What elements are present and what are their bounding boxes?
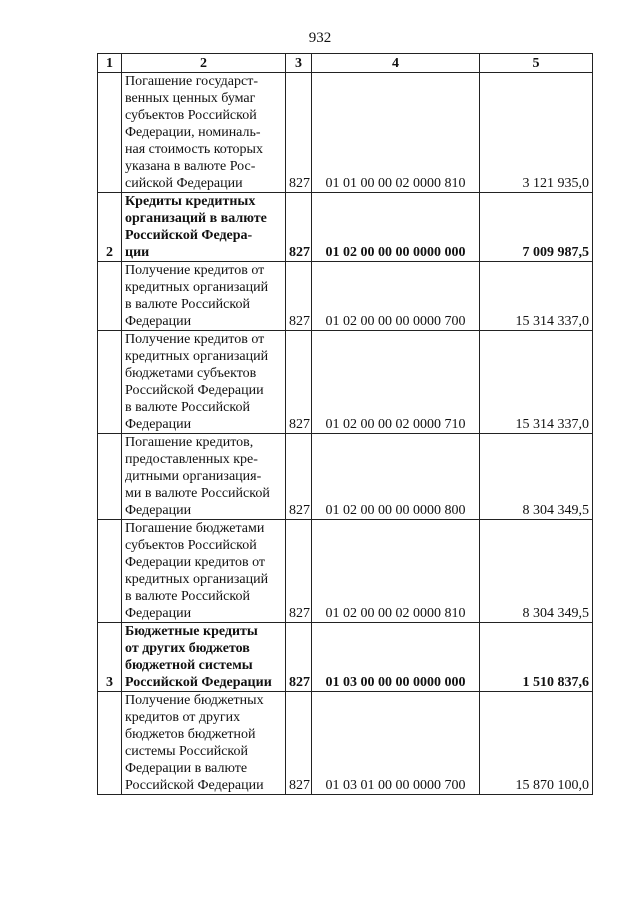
row-number-cell [98, 262, 122, 331]
item-name-line: Погашение государст- [125, 74, 258, 89]
amount-cell: 3 121 935,0 [480, 73, 593, 193]
item-name-line: венных ценных бумаг [125, 91, 256, 106]
admin-code-cell: 827 [286, 520, 312, 623]
table-row [98, 434, 593, 520]
budget-classification-code-cell: 01 03 00 00 00 0000 000 [312, 623, 480, 692]
item-name-line: предоставленных кре- [125, 452, 258, 467]
item-name-line: субъектов Российской [125, 108, 257, 123]
budget-classification-code-cell: 01 03 01 00 00 0000 700 [312, 692, 480, 795]
item-name-line: кредитных организаций [125, 349, 269, 364]
table-row [98, 520, 593, 623]
item-name-line: ми в валюте Российской [125, 486, 270, 501]
item-name-line: бюджетной системы [125, 658, 253, 673]
row-number-cell [98, 73, 122, 193]
item-name-line: бюджетов бюджетной [125, 727, 256, 742]
item-name-line: Федерации [125, 606, 192, 621]
amount-cell: 1 510 837,6 [480, 623, 593, 692]
budget-classification-code-cell: 01 02 00 00 00 0000 800 [312, 434, 480, 520]
table-row [98, 193, 593, 262]
item-name-line: Получение кредитов от [125, 332, 265, 347]
admin-code-cell: 827 [286, 331, 312, 434]
amount-cell: 15 314 337,0 [480, 262, 593, 331]
item-name-cell [122, 623, 286, 692]
amount-cell: 8 304 349,5 [480, 434, 593, 520]
item-name-line: сийской Федерации [125, 176, 243, 191]
item-name-line: в валюте Российской [125, 589, 250, 604]
item-name-line: Бюджетные кредиты [125, 624, 258, 639]
table-row [98, 262, 593, 331]
item-name-line: Российской Федерации [125, 675, 272, 690]
admin-code-cell: 827 [286, 193, 312, 262]
item-name-line: Погашение кредитов, [125, 435, 254, 450]
budget-classification-code-cell: 01 01 00 00 02 0000 810 [312, 73, 480, 193]
item-name-line: в валюте Российской [125, 400, 250, 415]
row-number-cell [98, 692, 122, 795]
row-number-cell [98, 434, 122, 520]
column-header: 1 [98, 54, 122, 73]
item-name-line: указана в валюте Рос- [125, 159, 256, 174]
item-name-line: Погашение бюджетами [125, 521, 265, 536]
page-number: 932 [308, 30, 332, 46]
column-header: 2 [122, 54, 286, 73]
item-name-line: Российской Федерации [125, 383, 264, 398]
item-name-line: ции [125, 245, 150, 260]
table-row [98, 623, 593, 692]
budget-classification-code-cell: 01 02 00 00 02 0000 710 [312, 331, 480, 434]
item-name-line: дитными организация- [125, 469, 262, 484]
column-header: 3 [286, 54, 312, 73]
item-name-line: бюджетами субъектов [125, 366, 257, 381]
budget-classification-code-cell: 01 02 00 00 00 0000 700 [312, 262, 480, 331]
admin-code-cell: 827 [286, 73, 312, 193]
column-header: 5 [480, 54, 593, 73]
budget-classification-code-cell: 01 02 00 00 02 0000 810 [312, 520, 480, 623]
item-name-cell [122, 434, 286, 520]
item-name-line: ная стоимость которых [125, 142, 263, 157]
column-header: 4 [312, 54, 480, 73]
sources-table [97, 53, 593, 795]
item-name-cell [122, 193, 286, 262]
table-row [98, 331, 593, 434]
item-name-line: Получение бюджетных [125, 693, 264, 708]
item-name-line: Кредиты кредитных [125, 194, 256, 209]
admin-code-cell: 827 [286, 434, 312, 520]
item-name-line: Получение кредитов от [125, 263, 265, 278]
admin-code-cell: 827 [286, 262, 312, 331]
item-name-cell [122, 692, 286, 795]
item-name-cell [122, 262, 286, 331]
table-row [98, 692, 593, 795]
table-header-row [98, 54, 593, 73]
row-number-cell: 2 [98, 193, 122, 262]
item-name-line: Федерации [125, 503, 192, 518]
item-name-line: в валюте Российской [125, 297, 250, 312]
amount-cell: 8 304 349,5 [480, 520, 593, 623]
item-name-line: от других бюджетов [125, 641, 250, 656]
item-name-line: Российской Федерации [125, 778, 264, 793]
item-name-line: Федерации [125, 417, 192, 432]
admin-code-cell: 827 [286, 692, 312, 795]
row-number-cell [98, 520, 122, 623]
item-name-line: организаций в валюте [125, 211, 267, 226]
amount-cell: 7 009 987,5 [480, 193, 593, 262]
table-row [98, 73, 593, 193]
item-name-line: Российской Федера- [125, 228, 253, 243]
amount-cell: 15 870 100,0 [480, 692, 593, 795]
table-body [98, 54, 593, 795]
item-name-line: Федерации [125, 314, 192, 329]
item-name-line: кредитных организаций [125, 280, 269, 295]
item-name-cell [122, 520, 286, 623]
item-name-cell [122, 73, 286, 193]
item-name-line: субъектов Российской [125, 538, 257, 553]
item-name-line: Федерации кредитов от [125, 555, 266, 570]
budget-classification-code-cell: 01 02 00 00 00 0000 000 [312, 193, 480, 262]
item-name-line: Федерации в валюте [125, 761, 248, 776]
item-name-line: кредитов от других [125, 710, 241, 725]
item-name-cell [122, 331, 286, 434]
row-number-cell [98, 331, 122, 434]
admin-code-cell: 827 [286, 623, 312, 692]
item-name-line: кредитных организаций [125, 572, 269, 587]
row-number-cell: 3 [98, 623, 122, 692]
amount-cell: 15 314 337,0 [480, 331, 593, 434]
item-name-line: Федерации, номиналь- [125, 125, 261, 140]
item-name-line: системы Российской [125, 744, 249, 759]
